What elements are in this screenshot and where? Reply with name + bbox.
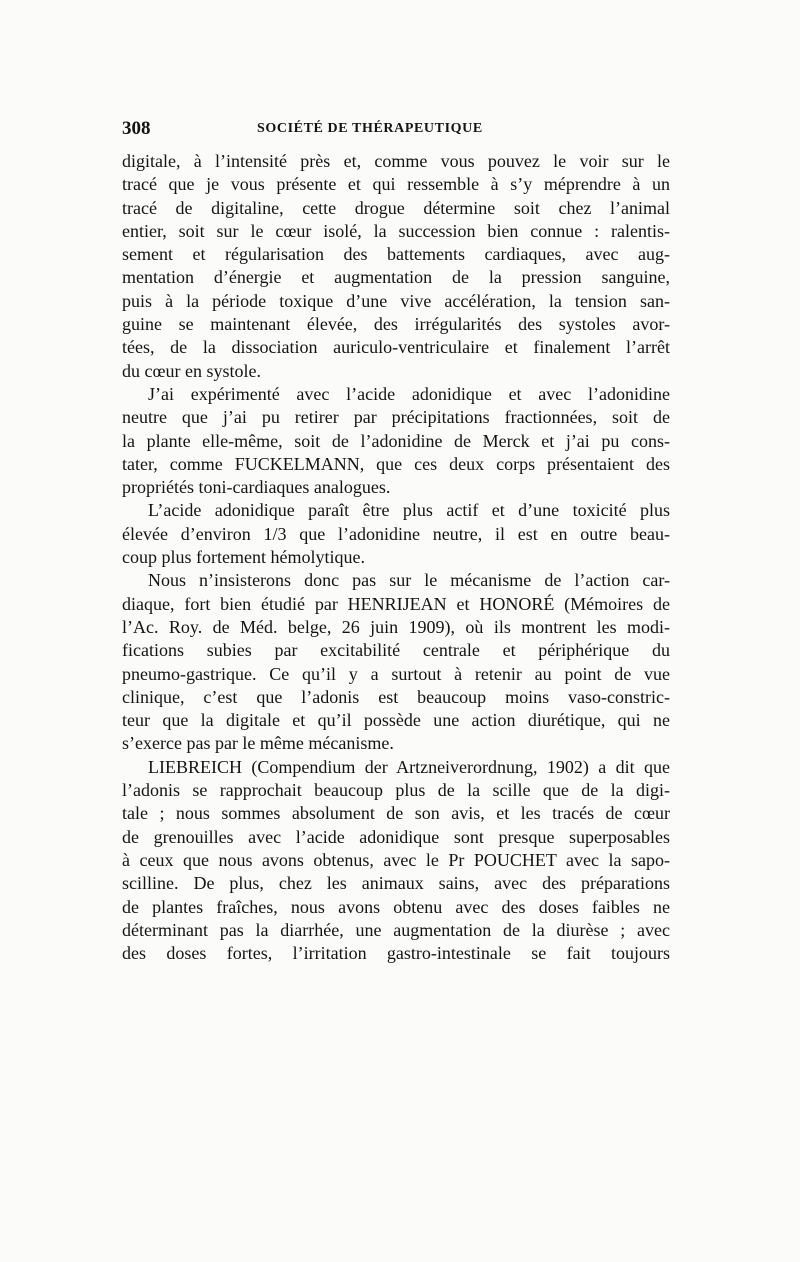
text-line: des doses fortes, l’irritation gastro-intestinale se fait toujours [122,943,670,964]
text-line: la plante elle-même, soit de l’adonidine de Merck et j’ai pu cons- [122,430,670,451]
text-line: propriétés toni-cardiaques analogues. [122,477,391,498]
text-line: digitale, à l’intensité près et, comme vous pouvez le voir sur le [122,151,670,171]
text-line: clinique, c’est que l’adonis est beaucoup moins vaso-constric- [122,686,670,707]
running-title: SOCIÉTÉ DE THÉRAPEUTIQUE [257,121,483,136]
text-line: tées, de la dissociation auriculo-ventriculaire et finalement l’arrêt [122,337,670,358]
text-line: tracé de digitaline, cette drogue détermine soit chez l’animal [122,197,670,218]
text-line: tale ; nous sommes absolument de son avis, et les tracés de cœur [122,803,670,824]
text-line: guine se maintenant élevée, des irrégularités des systoles avor- [122,314,670,335]
text-line: à ceux que nous avons obtenus, avec le Pr POUCHET avec la sapo- [122,849,670,870]
page-number: 308 [122,118,151,139]
text-line: scilline. De plus, chez les animaux sains, avec des préparations [122,873,670,894]
text-line: déterminant pas la diarrhée, une augmentation de la diurèse ; avec [122,919,670,940]
text-line: puis à la période toxique d’une vive accélération, la tension san- [122,290,670,311]
text-line: tracé que je vous présente et qui ressemble à s’y méprendre à un [122,174,670,195]
text-line: neutre que j’ai pu retirer par précipitations fractionnées, soit de [122,407,670,428]
text-line: coup plus fortement hémolytique. [122,547,365,568]
text-line: diaque, fort bien étudié par HENRIJEAN et HONORÉ (Mémoires de [122,593,670,614]
text-line: pneumo-gastrique. Ce qu’il y a surtout à retenir au point de vue [122,663,670,684]
body-text [122,150,670,965]
text-line: élevée d’environ 1/3 que l’adonidine neutre, il est en outre beau- [122,523,670,544]
text-line: L’acide adonidique paraît être plus actif et d’une toxicité plus [148,500,670,521]
text-line: fications subies par excitabilité centrale et périphérique du [122,640,670,661]
text-line: sement et régularisation des battements cardiaques, avec aug- [122,244,670,265]
text-line: l’adonis se rapprochait beaucoup plus de la scille que de la digi- [122,780,670,801]
text-line: Nous n’insisterons donc pas sur le mécanisme de l’action car- [148,570,670,591]
text-line: tater, comme FUCKELMANN, que ces deux corps présentaient des [122,453,670,474]
text-line: de plantes fraîches, nous avons obtenu avec des doses faibles ne [122,896,670,917]
text-line: J’ai expérimenté avec l’acide adonidique et avec l’adonidine [148,383,670,404]
text-line: teur que la digitale et qu’il possède une action diurétique, qui ne [122,710,670,731]
text-line: entier, soit sur le cœur isolé, la succession bien connue : ralentis- [122,220,670,241]
text-line: l’Ac. Roy. de Méd. belge, 26 juin 1909), où ils montrent les modi- [122,616,670,637]
text-line: du cœur en systole. [122,360,261,381]
text-line: mentation d’énergie et augmentation de la pression sanguine, [122,267,670,288]
text-line: LIEBREICH (Compendium der Artzneiverordnung, 1902) a dit que [148,756,670,777]
running-head [122,118,670,142]
text-line: s’exerce pas par le même mécanisme. [122,733,394,754]
text-line: de grenouilles avec l’acide adonidique sont presque superposables [122,826,670,847]
